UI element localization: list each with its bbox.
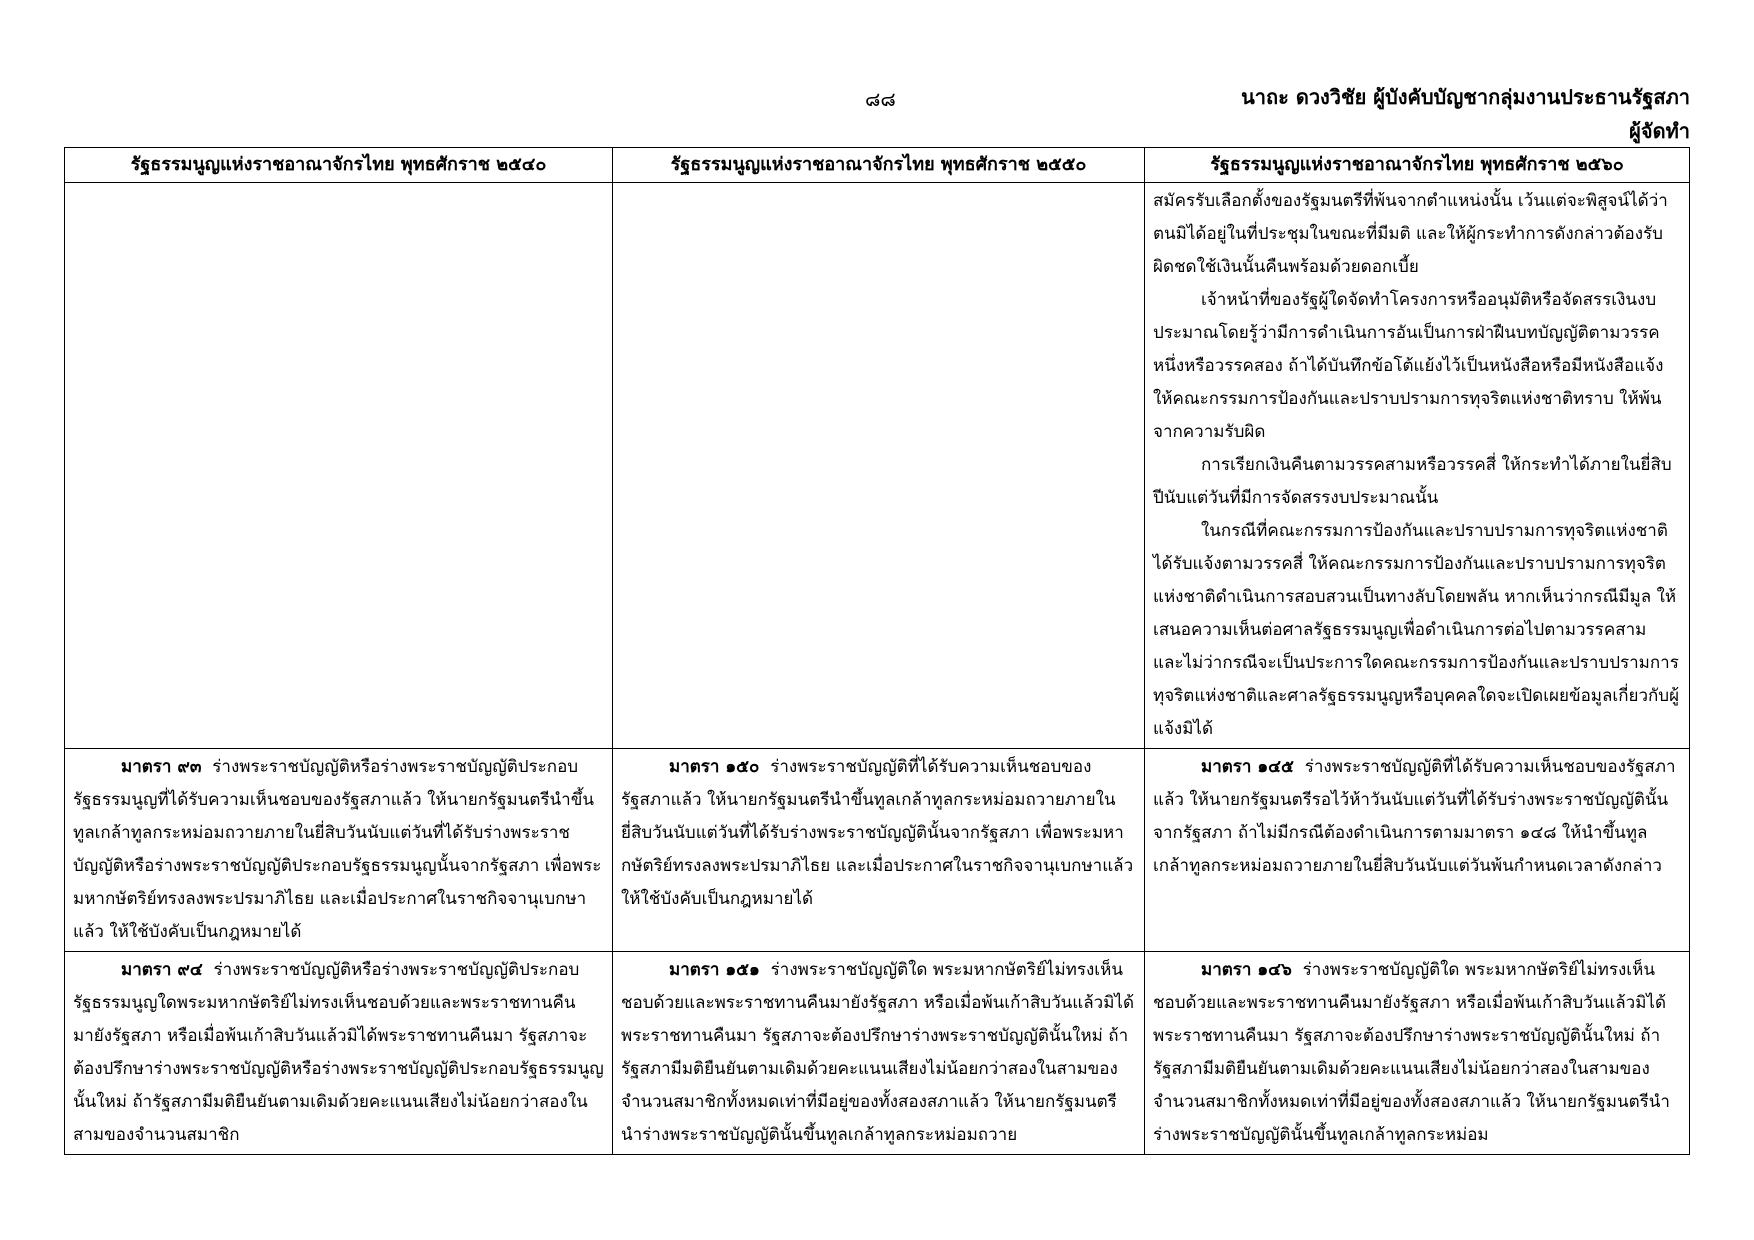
table-row [65, 749, 1690, 952]
paragraph [621, 751, 1136, 916]
section-text: ร่างพระราชบัญญัติใด พระมหากษัตริย์ไม่ทรงเห็นชอบด้วยและพระราชทานคืนมายังรัฐสภา หรือเมื่อพ้นเก้าสิบวันแล้วมิได้พระราชทานคืนมา รัฐสภาจะต้องปรึกษาร่างพระราชบัญญัตินั้นใหม่ ถ้ารัฐสภามีมติยืนยันตามเดิมด้วยคะแนนเสียงไม่น้อยกว่าสองในสามของจำนวนสมาชิกทั้งหมดเท่าที่มีอยู่ของทั้งสองสภาแล้ว ให้นายกรัฐมนตรีนำร่างพระราชบัญญัตินั้นขึ้นทูลเกล้าทูลกระหม่อม [1153, 960, 1670, 1145]
section-number: มาตรา ๑๕๐ [669, 757, 760, 777]
table-header-row [65, 148, 1690, 183]
document-header [1241, 80, 1690, 148]
cell-2560-section-145 [1145, 749, 1690, 952]
paragraph [1153, 954, 1681, 1152]
table-row [65, 952, 1690, 1155]
author-role-line: ผู้จัดทำ [1629, 119, 1690, 143]
column-header-2540: รัฐธรรมนูญแห่งราชอาณาจักรไทย พุทธศักราช ๒๕๔๐ [65, 148, 613, 183]
paragraph: เจ้าหน้าที่ของรัฐผู้ใดจัดทำโครงการหรืออนุมัติหรือจัดสรรเงินงบประมาณโดยรู้ว่ามีการดำเนินการอันเป็นการฝ่าฝืนบทบัญญัติตามวรรคหนึ่งหรือวรรคสอง ถ้าได้บันทึกข้อโต้แย้งไว้เป็นหนังสือหรือมีหนังสือแจ้งให้คณะกรรมการป้องกันและปราบปรามการทุจริตแห่งชาติทราบ ให้พ้นจากความรับผิด [1153, 290, 1664, 442]
cell-2550-section-150 [613, 749, 1145, 952]
section-text: ร่างพระราชบัญญัติที่ได้รับความเห็นชอบของรัฐสภาแล้ว ให้นายกรัฐมนตรีนำขึ้นทูลเกล้าทูลกระหม่อมถวายภายในยี่สิบวันนับแต่วันที่ได้รับร่างพระราชบัญญัตินั้นจากรัฐสภา เพื่อพระมหากษัตริย์ทรงลงพระปรมาภิไธย และเมื่อประกาศในราชกิจจานุเบกษาแล้ว ให้ใช้บังคับเป็นกฎหมายได้ [621, 757, 1134, 909]
table-row [65, 183, 1690, 749]
paragraph [73, 751, 604, 949]
cell-2550-continuation [613, 183, 1145, 749]
column-header-2560: รัฐธรรมนูญแห่งราชอาณาจักรไทย พุทธศักราช ๒๕๖๐ [1145, 148, 1690, 183]
section-text: ร่างพระราชบัญญัติที่ได้รับความเห็นชอบของรัฐสภาแล้ว ให้นายกรัฐมนตรีรอไว้ห้าวันนับแต่วันที่ได้รับร่างพระราชบัญญัตินั้นจากรัฐสภา ถ้าไม่มีกรณีต้องดำเนินการตามมาตรา ๑๔๘ ให้นำขึ้นทูลเกล้าทูลกระหม่อมถวายภายในยี่สิบวันนับแต่วันพ้นกำหนดเวลาดังกล่าว [1153, 757, 1676, 876]
paragraph [621, 954, 1136, 1152]
section-number: มาตรา ๑๔๕ [1201, 757, 1294, 777]
paragraph [73, 954, 604, 1152]
comparison-table [64, 147, 1690, 1155]
cell-2540-continuation [65, 183, 613, 749]
author-line: นาถะ ดวงวิชัย ผู้บังคับบัญชากลุ่มงานประธานรัฐสภา [1241, 85, 1690, 109]
cell-2560-section-146 [1145, 952, 1690, 1155]
paragraph: สมัครรับเลือกตั้งของรัฐมนตรีที่พ้นจากตำแหน่งนั้น เว้นแต่จะพิสูจน์ได้ว่าตนมิได้อยู่ในที่ประชุมในขณะที่มีมติ และให้ผู้กระทำการดังกล่าวต้องรับผิดชดใช้เงินนั้นคืนพร้อมด้วยดอกเบี้ย [1153, 191, 1668, 277]
page-number: ๘๘ [865, 87, 896, 111]
column-header-2550: รัฐธรรมนูญแห่งราชอาณาจักรไทย พุทธศักราช ๒๕๕๐ [613, 148, 1145, 183]
section-text: ร่างพระราชบัญญัติหรือร่างพระราชบัญญัติประกอบรัฐธรรมนูญที่ได้รับความเห็นชอบของรัฐสภาแล้ว ให้นายกรัฐมนตรีนำขึ้นทูลเกล้าทูลกระหม่อมถวายภายในยี่สิบวันนับแต่วันที่ได้รับร่างพระราชบัญญัติหรือร่างพระราชบัญญัติประกอบรัฐธรรมนูญนั้นจากรัฐสภา เพื่อพระมหากษัตริย์ทรงลงพระปรมาภิไธย และเมื่อประกาศในราชกิจจานุเบกษาแล้ว ให้ใช้บังคับเป็นกฎหมายได้ [73, 757, 602, 942]
section-text: ร่างพระราชบัญญัติหรือร่างพระราชบัญญัติประกอบรัฐธรรมนูญใดพระมหากษัตริย์ไม่ทรงเห็นชอบด้วยและพระราชทานคืนมายังรัฐสภา หรือเมื่อพ้นเก้าสิบวันแล้วมิได้พระราชทานคืนมา รัฐสภาจะต้องปรึกษาร่างพระราชบัญญัติหรือร่างพระราชบัญญัติประกอบรัฐธรรมนูญนั้นใหม่ ถ้ารัฐสภามีมติยืนยันตามเดิมด้วยคะแนนเสียงไม่น้อยกว่าสองในสามของจำนวนสมาชิก [73, 960, 604, 1145]
section-text: ร่างพระราชบัญญัติใด พระมหากษัตริย์ไม่ทรงเห็นชอบด้วยและพระราชทานคืนมายังรัฐสภา หรือเมื่อพ้นเก้าสิบวันแล้วมิได้พระราชทานคืนมา รัฐสภาจะต้องปรึกษาร่างพระราชบัญญัตินั้นใหม่ ถ้ารัฐสภามีมติยืนยันตามเดิมด้วยคะแนนเสียงไม่น้อยกว่าสองในสามของจำนวนสมาชิกทั้งหมดเท่าที่มีอยู่ของทั้งสองสภาแล้ว ให้นายกรัฐมนตรีนำร่างพระราชบัญญัตินั้นขึ้นทูลเกล้าทูลกระหม่อมถวาย [621, 960, 1134, 1145]
cell-2540-section-94 [65, 952, 613, 1155]
section-number: มาตรา ๙๓ [121, 757, 202, 777]
cell-2560-continuation [1145, 183, 1690, 749]
section-number: มาตรา ๑๔๖ [1201, 960, 1292, 980]
paragraph [1153, 751, 1681, 883]
paragraph: การเรียกเงินคืนตามวรรคสามหรือวรรคสี่ ให้กระทำได้ภายในยี่สิบปีนับแต่วันที่มีการจัดสรรงบประมาณนั้น [1153, 455, 1672, 508]
cell-2540-section-93 [65, 749, 613, 952]
section-number: มาตรา ๙๔ [121, 960, 203, 980]
cell-2550-section-151 [613, 952, 1145, 1155]
section-number: มาตรา ๑๕๑ [669, 960, 760, 980]
paragraph: ในกรณีที่คณะกรรมการป้องกันและปราบปรามการทุจริตแห่งชาติได้รับแจ้งตามวรรคสี่ ให้คณะกรรมการป้องกันและปราบปรามการทุจริตแห่งชาติดำเนินการสอบสวนเป็นทางลับโดยพลัน หากเห็นว่ากรณีมีมูล ให้เสนอความเห็นต่อศาลรัฐธรรมนูญเพื่อดำเนินการต่อไปตามวรรคสาม และไม่ว่ากรณีจะเป็นประการใดคณะกรรมการป้องกันและปราบปรามการทุจริตแห่งชาติและศาลรัฐธรรมนูญหรือบุคคลใดจะเปิดเผยข้อมูลเกี่ยวกับผู้แจ้งมิได้ [1153, 521, 1680, 739]
